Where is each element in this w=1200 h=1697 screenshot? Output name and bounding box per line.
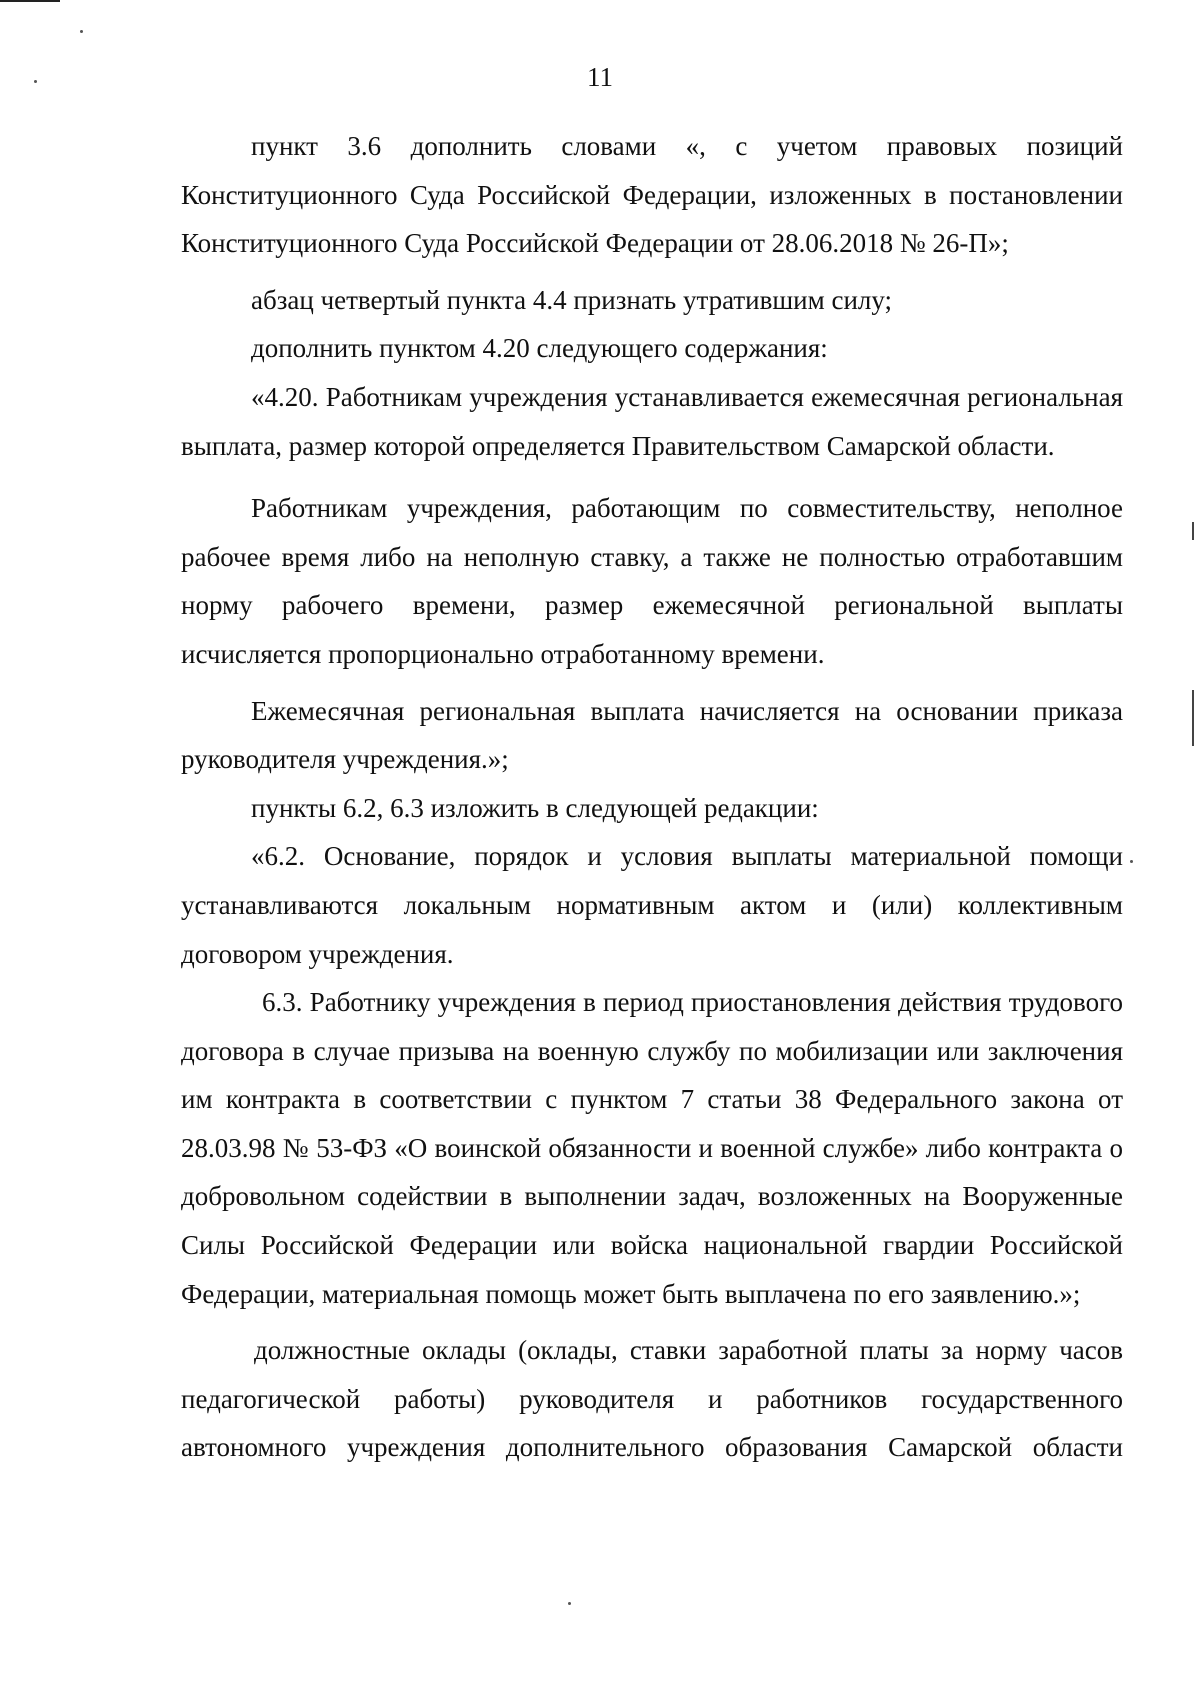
paragraph: Работникам учреждения, работающим по совместительству, неполное рабочее время либо на неполную ставку, а также не полностью отработавшим норму рабочего времени, размер ежемесячной региональной выплаты исчисляется пропорционально отработанному времени. xyxy=(181,493,1123,669)
paragraph: должностные оклады (оклады, ставки заработной платы за норму часов педагогической работы) руководителя и работников государственного автономного учреждения дополнительного образования Самарской области xyxy=(181,1335,1123,1463)
scan-speck xyxy=(80,30,83,33)
scan-speck xyxy=(1130,860,1133,863)
scan-edge-mark xyxy=(1192,522,1194,540)
paragraph: абзац четвертый пункта 4.4 признать утратившим силу; xyxy=(251,284,893,315)
paragraph: «4.20. Работникам учреждения устанавливается ежемесячная региональная выплата, размер которой определяется Правительством Самарской области. xyxy=(181,381,1123,461)
page-number: 11 xyxy=(587,62,613,92)
paragraph: 6.3. Работнику учреждения в период приостановления действия трудового договора в случае призыва на военную службу по мобилизации или заключения им контракта в соответствии с пунктом 7 статьи 38 Федерального закона от 28.03.98 № 53-ФЗ «О воинской обязанности и военной службе» либо контракта о добровольном содействии в выполнении задач, возложенных на Вооруженные Силы Российской Федерации или войска национальной гвардии Российской Федерации, материальная помощь может быть выплачена по его заявлению.»; xyxy=(181,987,1123,1309)
scan-edge-mark xyxy=(1192,690,1194,746)
paragraph: пункты 6.2, 6.3 изложить в следующей редакции: xyxy=(251,792,819,823)
paragraph: «6.2. Основание, порядок и условия выплаты материальной помощи устанавливаются локальным нормативным актом и (или) коллективным договором учреждения. xyxy=(181,841,1123,969)
document-body xyxy=(181,122,1123,1472)
paragraph: Ежемесячная региональная выплата начисляется на основании приказа руководителя учреждения.»; xyxy=(181,695,1123,775)
paragraph: дополнить пунктом 4.20 следующего содержания: xyxy=(251,333,828,364)
scan-speck xyxy=(568,1602,571,1605)
paragraph: пункт 3.6 дополнить словами «, с учетом правовых позиций Конституционного Суда Российской Федерации, изложенных в постановлении Конституционного Суда Российской Федерации от 28.06.2018 № 26-П»; xyxy=(181,131,1123,259)
